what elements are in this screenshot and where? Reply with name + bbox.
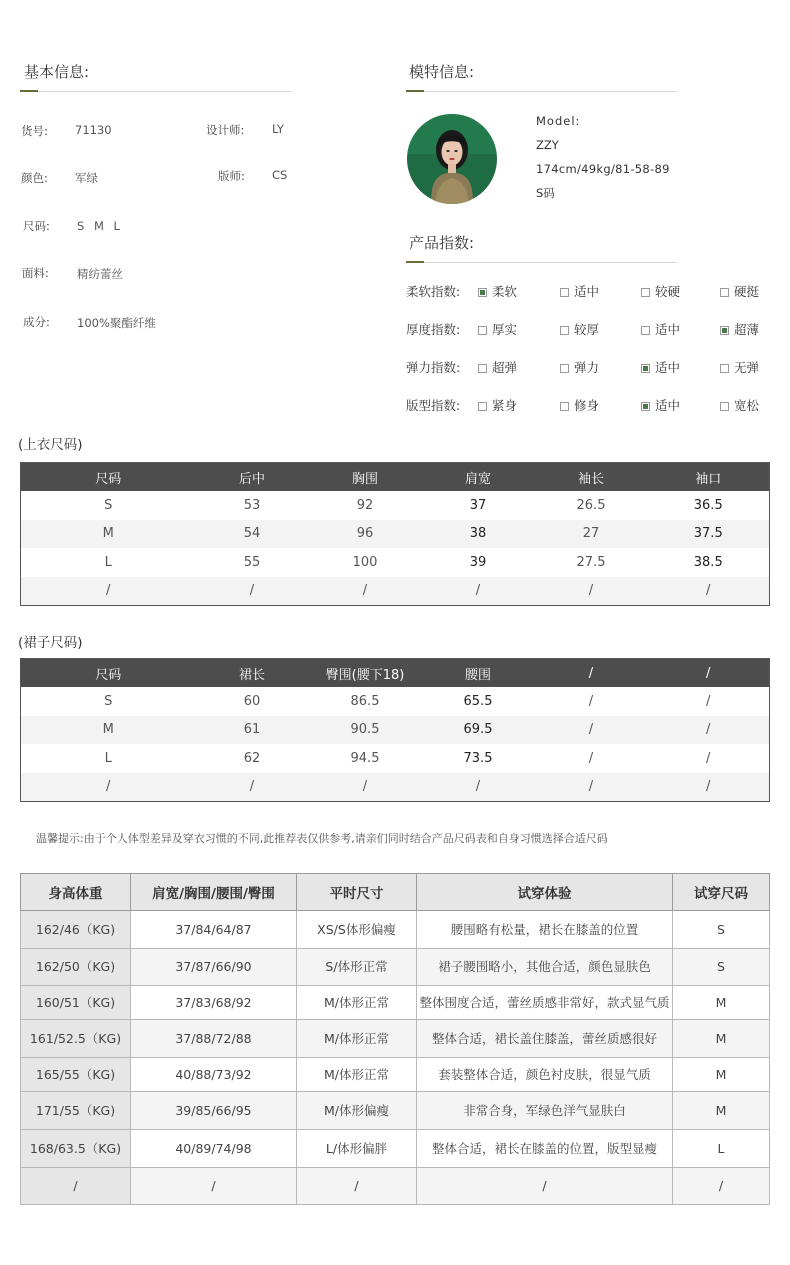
table-cell: M	[673, 1020, 770, 1058]
model-size: S码	[536, 186, 555, 200]
table-cell: 100	[352, 554, 378, 570]
checkbox-checked-icon[interactable]	[720, 326, 729, 335]
column-header: 身高体重	[21, 874, 131, 911]
index-option[interactable]	[560, 282, 599, 300]
table-cell: 37.5	[648, 520, 770, 549]
table-row	[21, 1168, 770, 1205]
index-option[interactable]	[720, 320, 759, 338]
checkbox-checked-icon[interactable]	[478, 288, 487, 297]
pattern-maker-label: 版师:	[218, 169, 245, 183]
table-cell: 腰围略有松量，裙长在膝盖的位置	[417, 911, 673, 949]
index-option[interactable]	[641, 358, 680, 376]
table-cell: M	[673, 1058, 770, 1092]
table-row	[21, 1020, 770, 1058]
table-cell: 92	[356, 497, 374, 513]
index-option[interactable]	[720, 358, 759, 376]
table-cell: 39	[469, 554, 487, 570]
column-header: 试穿尺码	[673, 874, 770, 911]
divider-accent	[406, 261, 424, 263]
table-cell: 65.5	[463, 693, 493, 709]
model-measurements: 174cm/49kg/81-58-89	[536, 162, 670, 176]
index-option-label: 较厚	[574, 322, 600, 337]
column-header: 袖口	[648, 463, 770, 492]
index-option-label: 弹力	[574, 360, 600, 375]
index-row-label: 版型指数:	[406, 398, 461, 413]
table-cell: 37/87/66/90	[131, 949, 297, 986]
checkbox-icon[interactable]	[720, 288, 729, 297]
table-row	[21, 548, 770, 577]
try-on-table	[20, 873, 770, 1205]
fabric-label: 面料:	[22, 266, 49, 280]
checkbox-icon[interactable]	[641, 288, 650, 297]
fabric-value: 精纺蕾丝	[77, 267, 123, 281]
table-cell: 94.5	[350, 750, 380, 766]
checkbox-icon[interactable]	[478, 326, 487, 335]
checkbox-icon[interactable]	[560, 364, 569, 373]
table-cell: 套装整体合适，颜色衬皮肤，很显气质	[417, 1058, 673, 1092]
checkbox-checked-icon[interactable]	[641, 402, 650, 411]
divider-accent	[20, 90, 38, 92]
skirt-size-table	[20, 658, 770, 802]
checkbox-icon[interactable]	[560, 288, 569, 297]
table-cell: /	[648, 577, 770, 606]
table-row	[21, 491, 770, 520]
column-header: 腰围	[422, 659, 535, 688]
table-row	[21, 1092, 770, 1130]
top-size-caption: (上衣尺码)	[18, 437, 83, 453]
divider-accent	[406, 90, 424, 92]
table-cell: 37/84/64/87	[131, 911, 297, 949]
index-option-label: 超弹	[492, 360, 518, 375]
index-option[interactable]	[560, 396, 599, 414]
index-option-label: 修身	[574, 398, 600, 413]
checkbox-icon[interactable]	[641, 326, 650, 335]
table-cell: L/体形偏胖	[297, 1130, 417, 1168]
index-option-label: 紧身	[492, 398, 518, 413]
table-cell: 90.5	[309, 716, 422, 745]
index-option[interactable]	[641, 320, 680, 338]
basic-info-title: 基本信息:	[24, 63, 90, 81]
table-cell: /	[535, 773, 648, 802]
table-cell: M/体形正常	[297, 1020, 417, 1058]
table-cell: /	[196, 577, 309, 606]
index-option-label: 宽松	[734, 398, 760, 413]
table-row	[21, 744, 770, 773]
table-cell: 非常合身，军绿色洋气显肤白	[417, 1092, 673, 1130]
table-cell: 162/46（KG)	[21, 911, 131, 949]
index-option-label: 适中	[655, 322, 681, 337]
table-cell: 26.5	[576, 497, 606, 513]
divider	[20, 91, 292, 92]
column-header: 试穿体验	[417, 874, 673, 911]
table-cell: /	[706, 693, 711, 709]
table-cell: 162/50（KG)	[21, 949, 131, 986]
table-cell: 168/63.5（KG)	[21, 1130, 131, 1168]
index-row-label: 厚度指数:	[406, 322, 461, 337]
divider	[406, 91, 677, 92]
index-row-label: 柔软指数:	[406, 284, 461, 299]
table-header-row	[21, 659, 770, 688]
table-cell: /	[706, 750, 711, 766]
column-header: 尺码	[21, 463, 196, 492]
table-row	[21, 986, 770, 1020]
table-cell: M	[673, 1092, 770, 1130]
table-cell: /	[21, 577, 196, 606]
table-cell: 62	[243, 750, 261, 766]
table-cell: /	[309, 577, 422, 606]
table-row	[21, 1130, 770, 1168]
table-cell: 54	[196, 520, 309, 549]
index-option-label: 适中	[655, 360, 681, 375]
table-cell: 40/89/74/98	[131, 1130, 297, 1168]
table-cell: 39/85/66/95	[131, 1092, 297, 1130]
checkbox-icon[interactable]	[720, 364, 729, 373]
checkbox-icon[interactable]	[560, 402, 569, 411]
index-option[interactable]	[478, 320, 517, 338]
table-cell: /	[21, 1168, 131, 1205]
model-avatar	[407, 114, 497, 204]
column-header: 平时尺寸	[297, 874, 417, 911]
column-header: 后中	[196, 463, 309, 492]
table-row	[21, 911, 770, 949]
table-cell: M/体形正常	[297, 986, 417, 1020]
index-option-label: 超薄	[734, 322, 760, 337]
table-row	[21, 716, 770, 745]
index-option[interactable]	[478, 282, 517, 300]
item-no-label: 货号:	[21, 124, 48, 138]
table-cell: M	[21, 716, 196, 745]
product-index-title: 产品指数:	[409, 234, 475, 252]
designer-label: 设计师:	[206, 123, 245, 137]
size-tip-note: 温馨提示:由于个人体型差异及穿衣习惯的不同,此推荐表仅供参考,请亲们同时结合产品尺码表和自身习惯选择合适尺码	[36, 832, 608, 845]
table-cell: /	[309, 773, 422, 802]
table-cell: 38	[422, 520, 535, 549]
table-cell: /	[535, 716, 648, 745]
table-cell: 37/83/68/92	[131, 986, 297, 1020]
table-cell: /	[535, 577, 648, 606]
table-cell: M	[673, 986, 770, 1020]
composition-label: 成分:	[23, 315, 50, 329]
table-cell: 27	[535, 520, 648, 549]
table-cell: 27.5	[576, 554, 606, 570]
table-cell: XS/S体形偏瘦	[297, 911, 417, 949]
table-header-row	[21, 874, 770, 911]
size-label: 尺码:	[23, 219, 50, 233]
table-cell: /	[588, 693, 594, 709]
checkbox-icon[interactable]	[478, 364, 487, 373]
column-header: 裙长	[196, 659, 309, 688]
table-cell: 38.5	[693, 554, 723, 570]
index-option[interactable]	[478, 358, 517, 376]
table-row	[21, 1058, 770, 1092]
table-cell: M/体形偏瘦	[297, 1092, 417, 1130]
color-value: 军绿	[75, 171, 98, 185]
index-option[interactable]	[641, 282, 680, 300]
table-cell: 55	[243, 554, 261, 570]
index-option-label: 适中	[655, 398, 681, 413]
table-cell: 96	[309, 520, 422, 549]
table-cell: /	[422, 773, 535, 802]
table-cell: 裙子腰围略小，其他合适，颜色显肤色	[417, 949, 673, 986]
table-row	[21, 520, 770, 549]
table-row	[21, 949, 770, 986]
model-info-title: 模特信息:	[409, 63, 475, 81]
table-cell: 160/51（KG)	[21, 986, 131, 1020]
column-header: 肩宽/胸围/腰围/臀围	[131, 874, 297, 911]
table-cell: 40/88/73/92	[131, 1058, 297, 1092]
checkbox-checked-icon[interactable]	[641, 364, 650, 373]
table-cell: 37/88/72/88	[131, 1020, 297, 1058]
index-option-label: 柔软	[492, 284, 518, 299]
index-option[interactable]	[478, 396, 517, 414]
index-row-label: 弹力指数:	[406, 360, 461, 375]
table-cell: 整体合适，裙长在膝盖的位置，版型显瘦	[417, 1130, 673, 1168]
table-cell: M/体形正常	[297, 1058, 417, 1092]
checkbox-icon[interactable]	[560, 326, 569, 335]
table-cell: L	[104, 750, 112, 766]
table-cell: S	[104, 497, 113, 513]
table-cell: 53	[243, 497, 261, 513]
table-cell: S	[673, 949, 770, 986]
table-cell: /	[648, 716, 770, 745]
column-header: 臀围(腰下18)	[309, 659, 422, 688]
index-option[interactable]	[720, 396, 759, 414]
table-cell: /	[588, 750, 594, 766]
column-header: 肩宽	[422, 463, 535, 492]
model-label: Model:	[536, 114, 581, 128]
index-option[interactable]	[560, 358, 599, 376]
model-name: ZZY	[536, 138, 559, 152]
index-option-label: 无弹	[734, 360, 760, 375]
table-cell: S	[673, 911, 770, 949]
pattern-maker-value: CS	[272, 168, 288, 182]
table-cell: /	[417, 1168, 673, 1205]
table-cell: 73.5	[463, 750, 493, 766]
designer-value: LY	[272, 122, 284, 136]
table-cell: /	[196, 773, 309, 802]
table-row	[21, 687, 770, 716]
table-cell: 60	[243, 693, 261, 709]
table-cell: 86.5	[350, 693, 380, 709]
index-option[interactable]	[720, 282, 759, 300]
column-header: 袖长	[535, 463, 648, 492]
table-cell: 171/55（KG)	[21, 1092, 131, 1130]
table-cell: 69.5	[422, 716, 535, 745]
item-no-value: 71130	[75, 123, 112, 137]
table-cell: 36.5	[693, 497, 723, 513]
table-cell: L	[673, 1130, 770, 1168]
index-option[interactable]	[560, 320, 599, 338]
column-header: 尺码	[21, 659, 196, 688]
table-row	[21, 577, 770, 606]
table-cell: S	[104, 693, 113, 709]
table-cell: /	[131, 1168, 297, 1205]
index-option-label: 较硬	[655, 284, 681, 299]
table-cell: /	[21, 773, 196, 802]
table-cell: S/体形正常	[297, 949, 417, 986]
column-header: 胸围	[309, 463, 422, 492]
table-cell: L	[104, 554, 112, 570]
table-cell: 61	[196, 716, 309, 745]
skirt-size-caption: (裙子尺码)	[18, 635, 83, 651]
table-cell: 161/52.5（KG)	[21, 1020, 131, 1058]
divider	[406, 262, 677, 263]
composition-value: 100%聚酯纤维	[77, 316, 156, 330]
table-cell: 整体合适，裙长盖住膝盖，蕾丝质感很好	[417, 1020, 673, 1058]
table-cell: M	[21, 520, 196, 549]
table-cell: 165/55（KG)	[21, 1058, 131, 1092]
color-label: 颜色:	[21, 171, 48, 185]
table-cell: 整体围度合适，蕾丝质感非常好，款式显气质	[417, 986, 673, 1020]
table-header-row	[21, 463, 770, 492]
index-option-label: 适中	[574, 284, 600, 299]
table-cell: /	[297, 1168, 417, 1205]
checkbox-icon[interactable]	[478, 402, 487, 411]
table-cell: /	[422, 577, 535, 606]
column-header: /	[648, 659, 770, 688]
model-photo-icon	[407, 114, 497, 204]
index-option[interactable]	[641, 396, 680, 414]
checkbox-icon[interactable]	[720, 402, 729, 411]
table-cell: 37	[469, 497, 487, 513]
table-cell: /	[673, 1168, 770, 1205]
column-header: /	[535, 659, 648, 688]
index-option-label: 硬挺	[734, 284, 760, 299]
top-size-table	[20, 462, 770, 606]
index-option-label: 厚实	[492, 322, 518, 337]
table-row	[21, 773, 770, 802]
size-values: S M L	[77, 219, 123, 233]
table-cell: /	[648, 773, 770, 802]
